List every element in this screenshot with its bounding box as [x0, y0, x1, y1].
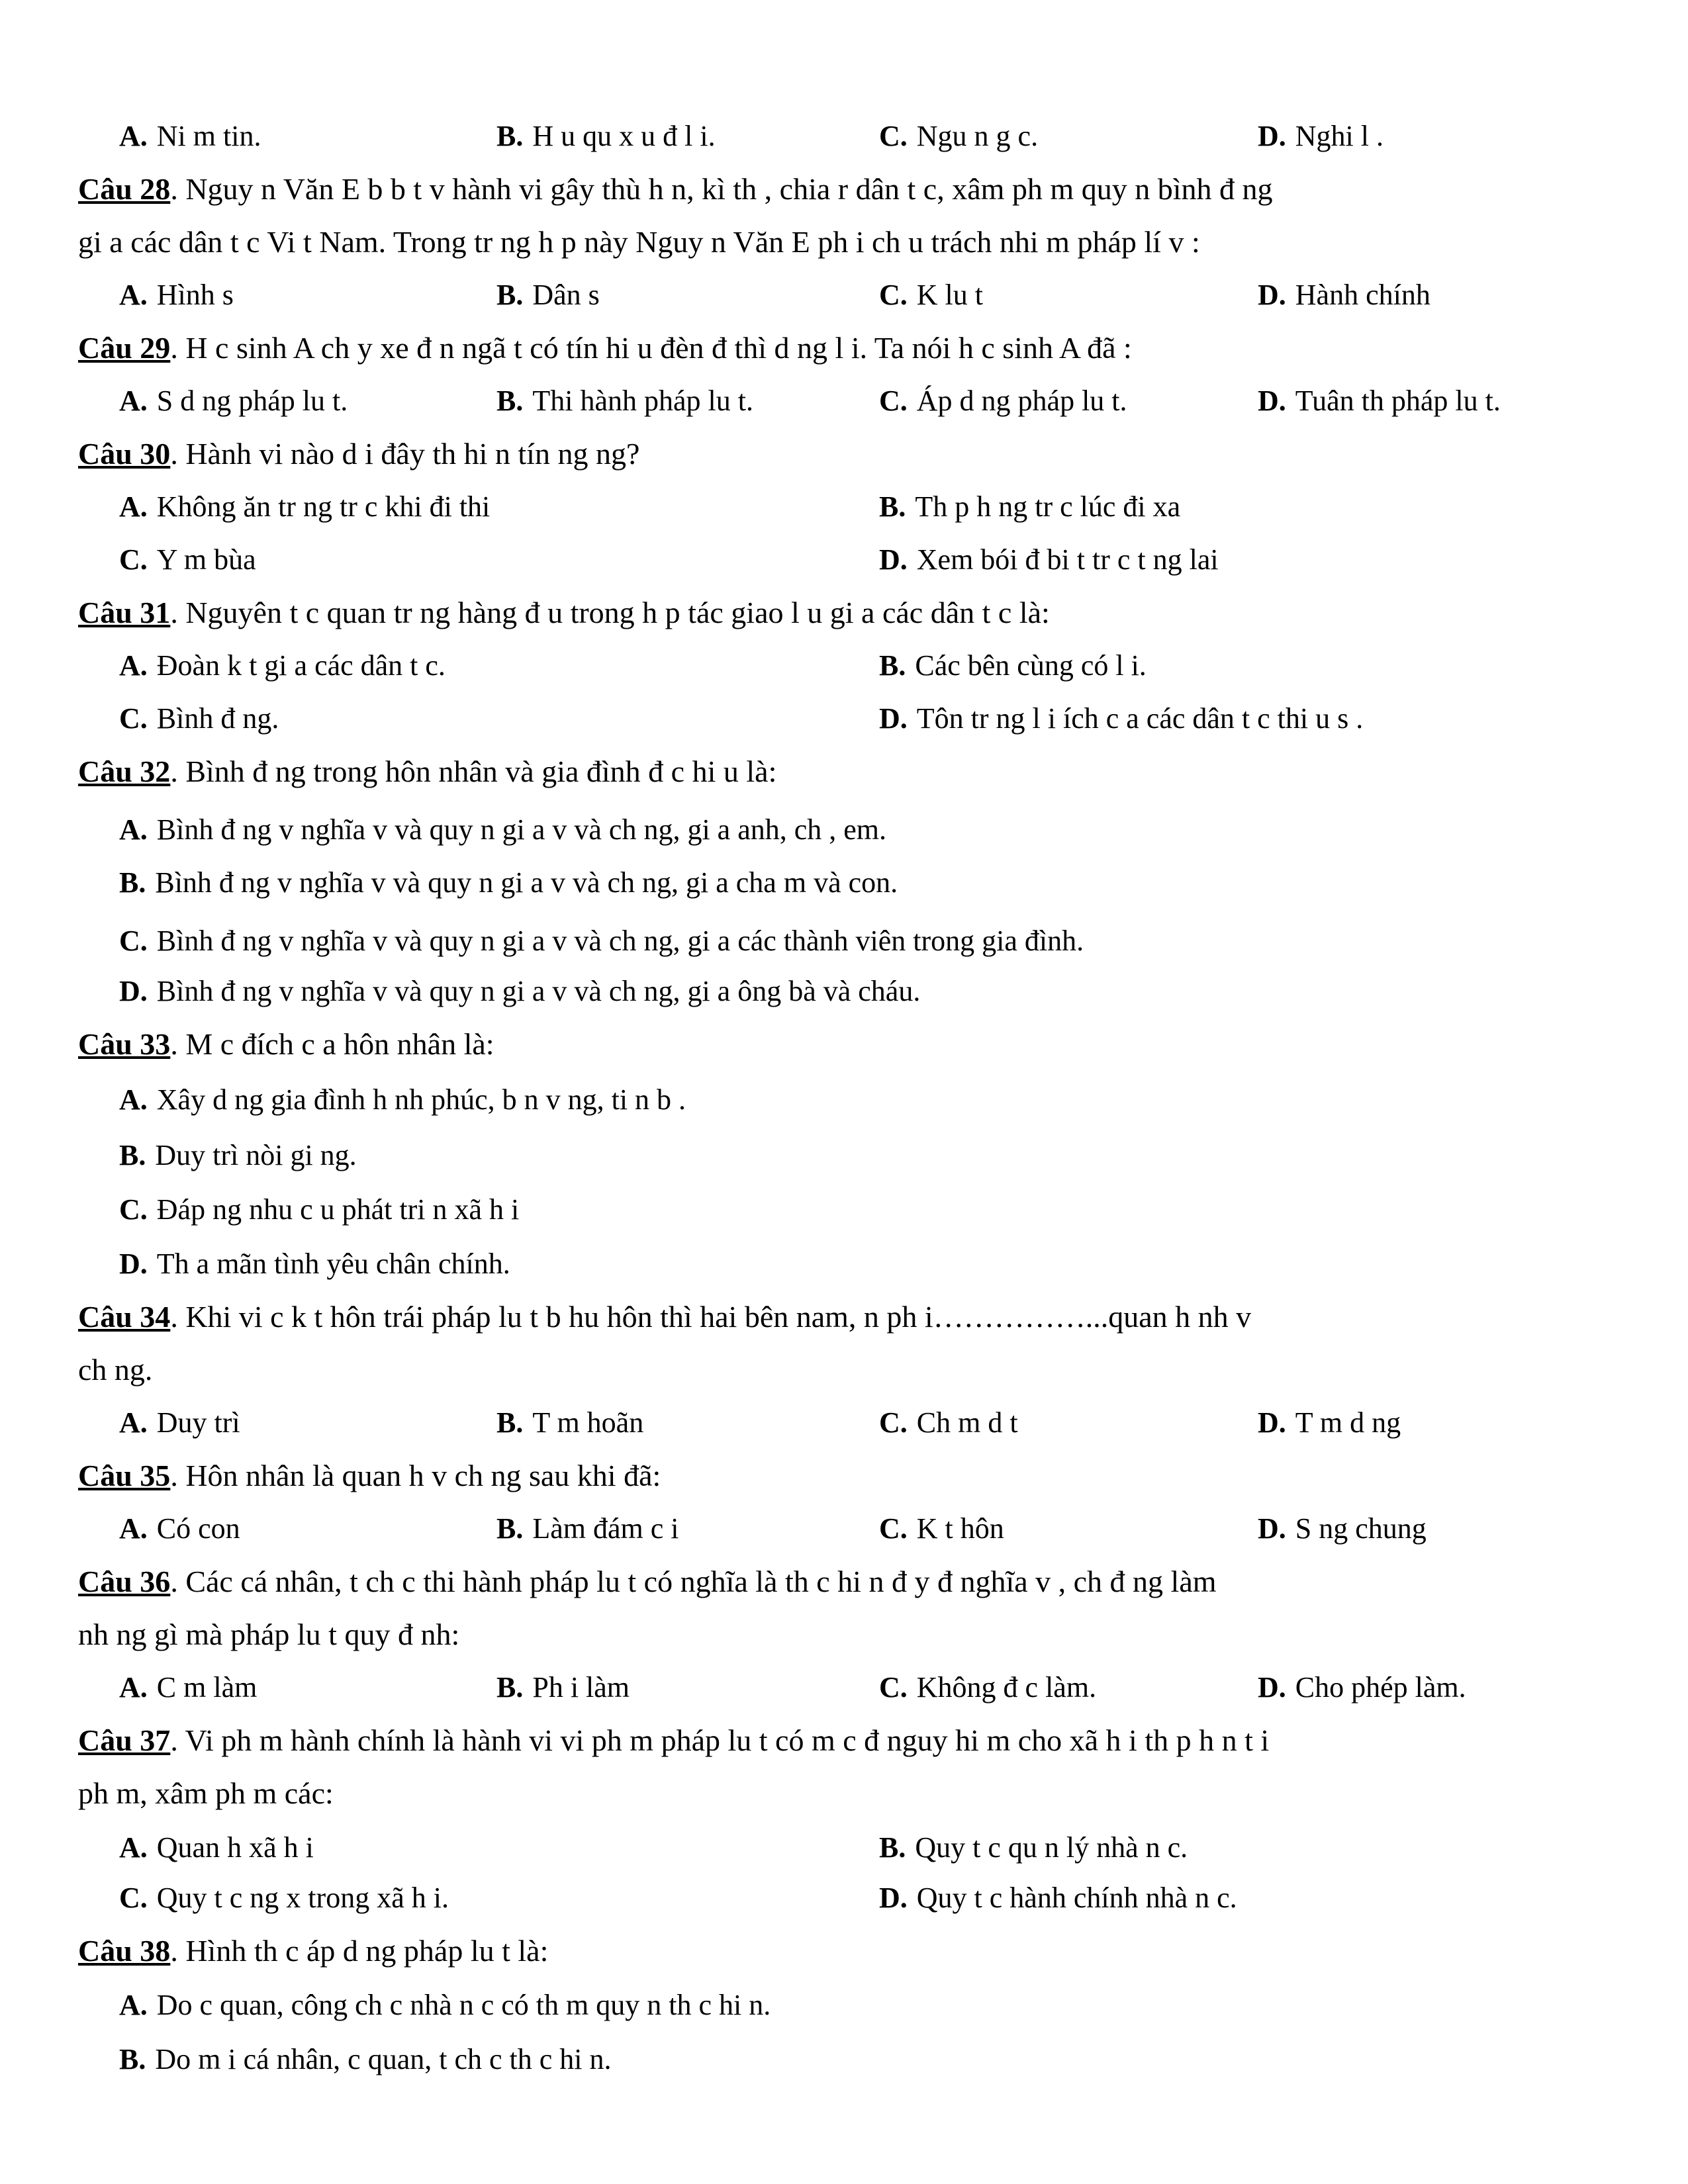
question-29	[78, 330, 1132, 367]
question-number: Câu 36	[78, 1565, 171, 1598]
option-label: A.	[119, 385, 148, 417]
option-text: Do c quan, công ch c nhà n c có th m quy n th c hi n.	[156, 1989, 771, 2021]
question-number: Câu 31	[78, 596, 171, 629]
option-text: Có con	[156, 1512, 240, 1545]
option-label: A.	[119, 1083, 148, 1116]
option-label: B.	[496, 1671, 524, 1704]
question-30	[78, 435, 639, 473]
option-label: D.	[879, 702, 908, 735]
question-text: . M c đích c a hôn nhân là:	[170, 1027, 494, 1061]
option-text: Áp d ng pháp lu t.	[916, 385, 1127, 417]
option-a	[119, 488, 490, 525]
option-label: A.	[119, 279, 148, 311]
option-label: C.	[879, 120, 908, 152]
option-text: Nghi l .	[1295, 120, 1384, 152]
option-label: B.	[496, 279, 524, 311]
option-label: D.	[879, 1882, 908, 1914]
question-text: . Vi ph m hành chính là hành vi vi ph m pháp lu t có m c đ nguy hi m cho xã h i th p h n t i	[170, 1723, 1270, 1757]
option-text: T m d ng	[1295, 1406, 1401, 1439]
option-label: D.	[879, 543, 908, 576]
option-label: B.	[496, 385, 524, 417]
option-label: A.	[119, 1512, 148, 1545]
option-text: Ph i làm	[532, 1671, 630, 1704]
option-text: H u qu x u đ l i.	[532, 120, 716, 152]
option-text: Hành chính	[1295, 279, 1430, 311]
option-a	[119, 1987, 771, 2024]
option-label: C.	[879, 1671, 908, 1704]
option-label: B.	[496, 1406, 524, 1439]
option-text: Hình s	[156, 279, 234, 311]
option-c	[879, 383, 1127, 420]
question-number: Câu 34	[78, 1300, 171, 1334]
option-text: Bình đ ng.	[156, 702, 279, 735]
option-text: Do m i cá nhân, c quan, t ch c th c hi n.	[155, 2043, 612, 2075]
option-text: Th p h ng tr c lúc đi xa	[915, 490, 1181, 523]
option-label: A.	[119, 490, 148, 523]
option-label: B.	[879, 1831, 906, 1864]
option-label: A.	[119, 813, 148, 846]
option-b	[879, 647, 1147, 684]
option-text: Bình đ ng v nghĩa v và quy n gi a v và ch ng, gi a anh, ch , em.	[156, 813, 887, 846]
option-text: Ni m tin.	[156, 120, 261, 152]
question-text: . H c sinh A ch y xe đ n ngã t có tín hi u đèn đ thì d ng l i. Ta nói h c sinh A đã :	[170, 331, 1132, 365]
question-number: Câu 32	[78, 754, 171, 788]
option-text: Y m bùa	[156, 543, 256, 576]
option-text: C m làm	[156, 1671, 258, 1704]
option-text: S d ng pháp lu t.	[156, 385, 348, 417]
option-b	[496, 1404, 643, 1441]
option-label: B.	[496, 1512, 524, 1545]
option-c	[879, 118, 1038, 155]
option-text: Quan h xã h i	[156, 1831, 314, 1864]
option-label: D.	[1258, 279, 1286, 311]
option-label: D.	[1258, 1671, 1286, 1704]
question-text-continued: ph m, xâm ph m các:	[78, 1776, 334, 1810]
option-label: B.	[119, 2043, 146, 2075]
question-28	[78, 171, 1272, 208]
option-d	[879, 700, 1363, 737]
option-label: A.	[119, 649, 148, 682]
option-label: B.	[496, 120, 524, 152]
option-text: Quy t c hành chính nhà n c.	[916, 1882, 1237, 1914]
question-33	[78, 1026, 494, 1063]
option-text: Bình đ ng v nghĩa v và quy n gi a v và ch ng, gi a các thành viên trong gia đình.	[156, 925, 1084, 957]
question-text-continued: nh ng gì mà pháp lu t quy đ nh:	[78, 1617, 460, 1651]
option-b	[496, 277, 600, 314]
option-c	[119, 700, 279, 737]
option-text: Dân s	[532, 279, 600, 311]
option-d	[1258, 1669, 1466, 1706]
option-label: A.	[119, 1671, 148, 1704]
option-d	[119, 973, 920, 1010]
option-b	[496, 383, 753, 420]
option-text: Tuân th pháp lu t.	[1295, 385, 1501, 417]
option-d	[1258, 118, 1383, 155]
option-a	[119, 647, 445, 684]
option-c	[879, 1510, 1004, 1547]
option-a	[119, 811, 886, 848]
option-a	[119, 1669, 257, 1706]
question-number: Câu 37	[78, 1723, 171, 1757]
option-text: Th a mãn tình yêu chân chính.	[156, 1248, 510, 1280]
option-a	[119, 1510, 240, 1547]
option-label: B.	[879, 649, 906, 682]
option-a	[119, 118, 261, 155]
option-c	[879, 1404, 1018, 1441]
option-text: Duy trì nòi gi ng.	[155, 1139, 357, 1171]
option-text: Làm đám c i	[532, 1512, 679, 1545]
question-text-continued: ch ng.	[78, 1353, 153, 1387]
option-label: C.	[879, 1406, 908, 1439]
option-label: C.	[879, 385, 908, 417]
option-a	[119, 383, 348, 420]
option-text: Xem bói đ bi t tr c t ng lai	[916, 543, 1219, 576]
question-37	[78, 1722, 1269, 1759]
option-c	[879, 277, 983, 314]
option-text: Quy t c ng x trong xã h i.	[156, 1882, 449, 1914]
question-text: . Khi vi c k t hôn trái pháp lu t b hu hôn thì hai bên nam, n ph i……………...quan h nh v	[170, 1300, 1252, 1334]
question-number: Câu 28	[78, 172, 171, 206]
option-a	[119, 1081, 686, 1118]
option-b	[879, 488, 1180, 525]
option-d	[879, 1880, 1237, 1917]
option-b	[119, 864, 898, 901]
question-32	[78, 753, 776, 790]
option-b	[496, 1510, 679, 1547]
option-d	[879, 541, 1219, 578]
option-d	[1258, 1404, 1401, 1441]
option-label: C.	[879, 1512, 908, 1545]
option-c	[119, 923, 1084, 960]
option-label: B.	[119, 1139, 146, 1171]
option-d	[1258, 383, 1501, 420]
question-text: . Hình th c áp d ng pháp lu t là:	[170, 1934, 549, 1968]
option-label: B.	[879, 490, 906, 523]
question-34	[78, 1298, 1251, 1336]
option-d	[1258, 1510, 1427, 1547]
option-text: Bình đ ng v nghĩa v và quy n gi a v và ch ng, gi a ông bà và cháu.	[156, 975, 921, 1007]
option-label: A.	[119, 120, 148, 152]
question-text: . Bình đ ng trong hôn nhân và gia đình đ c hi u là:	[170, 754, 777, 788]
option-text: T m hoãn	[532, 1406, 644, 1439]
option-text: K lu t	[916, 279, 984, 311]
question-text: . Các cá nhân, t ch c thi hành pháp lu t có nghĩa là th c hi n đ y đ nghĩa v , ch đ ng làm	[170, 1565, 1217, 1598]
option-label: C.	[119, 1193, 148, 1226]
question-text: . Hôn nhân là quan h v ch ng sau khi đã:	[170, 1459, 661, 1492]
option-text: S ng chung	[1295, 1512, 1427, 1545]
option-text: Quy t c qu n lý nhà n c.	[915, 1831, 1188, 1864]
question-36	[78, 1563, 1217, 1600]
option-d	[1258, 277, 1430, 314]
option-text: Thi hành pháp lu t.	[532, 385, 753, 417]
option-text: K t hôn	[916, 1512, 1004, 1545]
option-label: B.	[119, 866, 146, 899]
option-text: Ngu n g c.	[916, 120, 1039, 152]
option-label: C.	[119, 1882, 148, 1914]
option-label: C.	[119, 543, 148, 576]
option-label: D.	[119, 975, 148, 1007]
option-text: Không ăn tr ng tr c khi đi thi	[156, 490, 491, 523]
question-number: Câu 30	[78, 437, 171, 471]
option-text: Duy trì	[156, 1406, 240, 1439]
option-text: Tôn tr ng l i ích c a các dân t c thi u s .	[916, 702, 1364, 735]
option-text: Không đ c làm.	[916, 1671, 1097, 1704]
option-b	[119, 2041, 612, 2078]
option-text: Bình đ ng v nghĩa v và quy n gi a v và ch ng, gi a cha m và con.	[155, 866, 898, 899]
question-text-continued: gi a các dân t c Vi t Nam. Trong tr ng h p này Nguy n Văn E ph i ch u trách nhi m pháp lí v :	[78, 225, 1200, 259]
option-d	[119, 1246, 510, 1283]
option-a	[119, 1404, 240, 1441]
question-text: . Nguyên t c quan tr ng hàng đ u trong h p tác giao l u gi a các dân t c là:	[170, 596, 1050, 629]
option-label: A.	[119, 1989, 148, 2021]
question-35	[78, 1457, 661, 1494]
option-label: C.	[119, 702, 148, 735]
option-text: Xây d ng gia đình h nh phúc, b n v ng, ti n b .	[156, 1083, 686, 1116]
question-38	[78, 1933, 548, 1970]
option-text: Đáp ng nhu c u phát tri n xã h i	[156, 1193, 520, 1226]
question-text: . Hành vi nào d i đây th hi n tín ng ng?	[170, 437, 640, 471]
option-label: C.	[119, 925, 148, 957]
option-b	[496, 1669, 630, 1706]
option-label: C.	[879, 279, 908, 311]
option-text: Đoàn k t gi a các dân t c.	[156, 649, 445, 682]
option-label: A.	[119, 1831, 148, 1864]
question-number: Câu 29	[78, 331, 171, 365]
option-label: D.	[1258, 1406, 1286, 1439]
option-b	[496, 118, 716, 155]
option-a	[119, 1829, 314, 1866]
option-text: Ch m d t	[916, 1406, 1018, 1439]
question-number: Câu 35	[78, 1459, 171, 1492]
option-b	[879, 1829, 1188, 1866]
option-label: D.	[1258, 1512, 1286, 1545]
question-31	[78, 594, 1050, 631]
question-number: Câu 38	[78, 1934, 171, 1968]
option-label: D.	[1258, 120, 1286, 152]
option-c	[879, 1669, 1096, 1706]
option-c	[119, 541, 256, 578]
option-b	[119, 1137, 357, 1174]
option-label: A.	[119, 1406, 148, 1439]
option-label: D.	[119, 1248, 148, 1280]
option-c	[119, 1880, 449, 1917]
option-a	[119, 277, 234, 314]
option-c	[119, 1191, 519, 1228]
option-text: Cho phép làm.	[1295, 1671, 1466, 1704]
question-number: Câu 33	[78, 1027, 171, 1061]
question-text: . Nguy n Văn E b b t v hành vi gây thù h n, kì th , chia r dân t c, xâm ph m quy n bình đ ng	[170, 172, 1273, 206]
option-text: Các bên cùng có l i.	[915, 649, 1147, 682]
option-label: D.	[1258, 385, 1286, 417]
